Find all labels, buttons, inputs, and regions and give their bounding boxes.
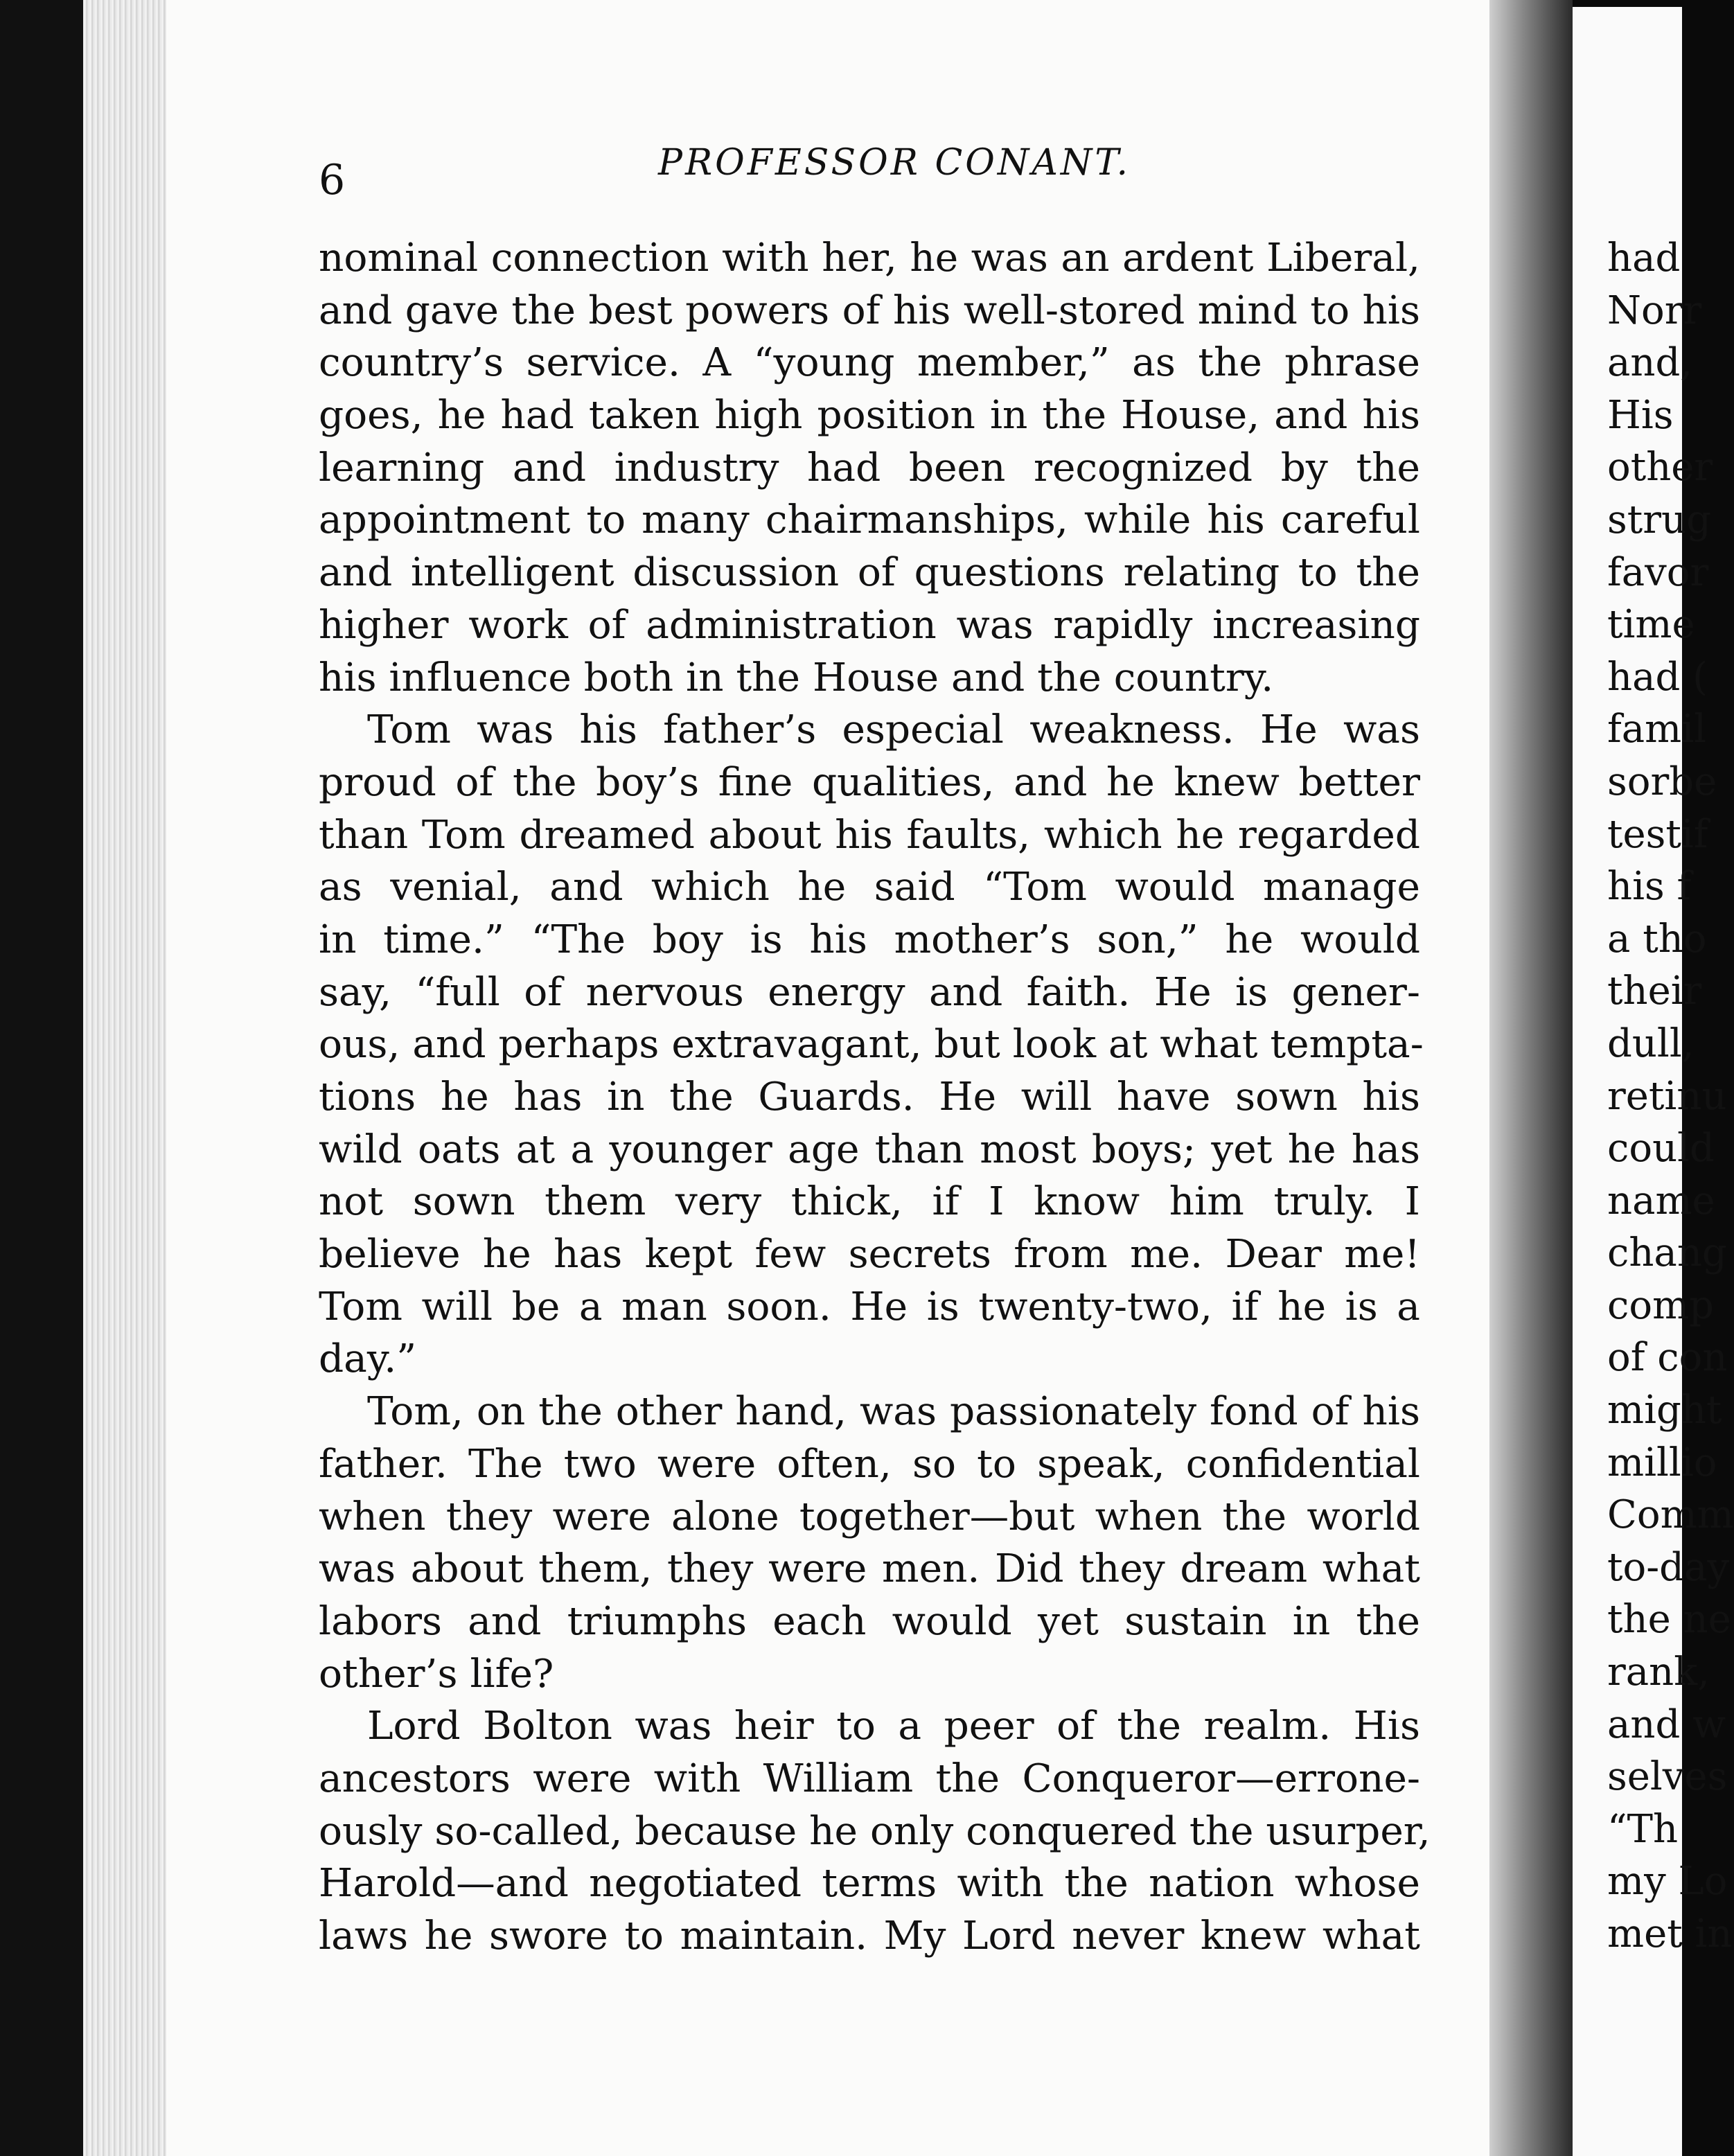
body-text bbox=[319, 232, 1431, 1963]
text-line: ously so-called, because he only conquered the usurper, bbox=[319, 1808, 1431, 1854]
right-page-text bbox=[1607, 232, 1734, 1961]
right-page-line: a tho bbox=[1607, 916, 1707, 962]
right-page-line: their bbox=[1607, 969, 1702, 1014]
right-page-line: famil bbox=[1607, 707, 1707, 752]
text-line: than Tom dreamed about his faults, which he regarded bbox=[319, 812, 1420, 858]
text-line: Tom, on the other hand, was passionately fond of his bbox=[367, 1389, 1420, 1435]
text-line: proud of the boy’s fine qualities, and he knew better bbox=[319, 759, 1420, 805]
text-line: goes, he had taken high position in the House, and his bbox=[319, 393, 1420, 439]
right-page-line: time bbox=[1607, 602, 1695, 648]
right-page-line: to-day bbox=[1607, 1544, 1730, 1590]
right-page-line: met in bbox=[1607, 1911, 1733, 1956]
text-line: say, “full of nervous energy and faith. He is gener- bbox=[319, 969, 1420, 1015]
right-page-line: could bbox=[1607, 1126, 1715, 1172]
text-line: his influence both in the House and the country. bbox=[319, 655, 1274, 700]
right-page-line: might bbox=[1607, 1388, 1722, 1433]
page-header bbox=[319, 142, 1496, 204]
right-page-line: dull, bbox=[1607, 1020, 1695, 1066]
right-page-line: my Lo bbox=[1607, 1859, 1728, 1905]
page-number: 6 bbox=[319, 156, 346, 204]
right-page-line: the ne bbox=[1607, 1597, 1731, 1643]
text-line: labors and triumphs each would yet sustain in the bbox=[319, 1598, 1420, 1644]
text-line: and intelligent discussion of questions relating to the bbox=[319, 550, 1420, 596]
text-line: appointment to many chairmanships, while his careful bbox=[319, 497, 1420, 543]
text-line: higher work of administration was rapidly increasing bbox=[319, 602, 1420, 648]
text-line: Lord Bolton was heir to a peer of the realm. His bbox=[367, 1704, 1420, 1749]
text-line: ous, and perhaps extravagant, but look at what tempta- bbox=[319, 1022, 1424, 1068]
text-line: learning and industry had been recognized by the bbox=[319, 445, 1420, 491]
scan-left-margin bbox=[0, 0, 83, 2156]
right-page-line: strug bbox=[1607, 497, 1711, 542]
right-page-line: rank, bbox=[1607, 1650, 1710, 1695]
book-page-edges bbox=[83, 0, 173, 2156]
right-page-line: his f bbox=[1607, 864, 1692, 910]
text-line: and gave the best powers of his well-stored mind to his bbox=[319, 288, 1420, 333]
text-line: as venial, and which he said “Tom would manage bbox=[319, 865, 1420, 910]
right-page-line: His bbox=[1607, 392, 1674, 438]
right-page-line: of con bbox=[1607, 1335, 1728, 1381]
text-line: country’s service. A “young member,” as the phrase bbox=[319, 340, 1420, 386]
right-page-line: and w bbox=[1607, 1702, 1726, 1747]
right-page-line: favor bbox=[1607, 549, 1709, 595]
text-line: Harold—and negotiated terms with the nation whose bbox=[319, 1861, 1420, 1907]
text-line: when they were alone together—but when the world bbox=[319, 1494, 1420, 1539]
text-line: nominal connection with her, he was an ardent Liberal, bbox=[319, 236, 1420, 281]
text-line: Tom was his father’s especial weakness. He was bbox=[367, 707, 1420, 753]
running-head: PROFESSOR CONANT. bbox=[658, 142, 1131, 184]
text-line: not sown them very thick, if I know him truly. I bbox=[319, 1179, 1420, 1225]
right-page-line: and, bbox=[1607, 340, 1693, 386]
right-page-line: had bbox=[1607, 236, 1681, 281]
right-page-line: chang bbox=[1607, 1230, 1727, 1276]
right-page-line: millio bbox=[1607, 1440, 1717, 1485]
text-line: tions he has in the Guards. He will have sown his bbox=[319, 1075, 1420, 1120]
right-page-line: retinu bbox=[1607, 1073, 1727, 1119]
text-line: believe he has kept few secrets from me. Dear me! bbox=[319, 1232, 1420, 1278]
text-line: day.” bbox=[319, 1336, 417, 1382]
book-gutter bbox=[1489, 0, 1573, 2156]
right-page-line: sorbe bbox=[1607, 759, 1717, 804]
right-page-line: testif bbox=[1607, 811, 1708, 857]
right-page-line: other bbox=[1607, 445, 1713, 491]
right-page-line: Norr bbox=[1607, 288, 1702, 333]
right-page-line: had ( bbox=[1607, 654, 1708, 700]
text-line: laws he swore to maintain. My Lord never knew what bbox=[319, 1914, 1420, 1959]
text-line: other’s life? bbox=[319, 1651, 554, 1697]
right-page bbox=[1573, 7, 1734, 2156]
right-page-line: comp bbox=[1607, 1282, 1715, 1328]
text-line: was about them, they were men. Did they dream what bbox=[319, 1546, 1420, 1592]
text-line: in time.” “The boy is his mother’s son,” he would bbox=[319, 917, 1420, 962]
right-page-line: Comm bbox=[1607, 1492, 1734, 1538]
right-page-line: “Th bbox=[1607, 1806, 1679, 1852]
text-line: wild oats at a younger age than most boys; yet he has bbox=[319, 1126, 1420, 1172]
text-line: ancestors were with William the Conqueror—errone- bbox=[319, 1756, 1420, 1801]
text-line: father. The two were often, so to speak, confidential bbox=[319, 1441, 1420, 1487]
right-page-line: name bbox=[1607, 1178, 1715, 1223]
right-page-line: selves bbox=[1607, 1754, 1728, 1800]
text-line: Tom will be a man soon. He is twenty-two, if he is a bbox=[319, 1284, 1420, 1329]
